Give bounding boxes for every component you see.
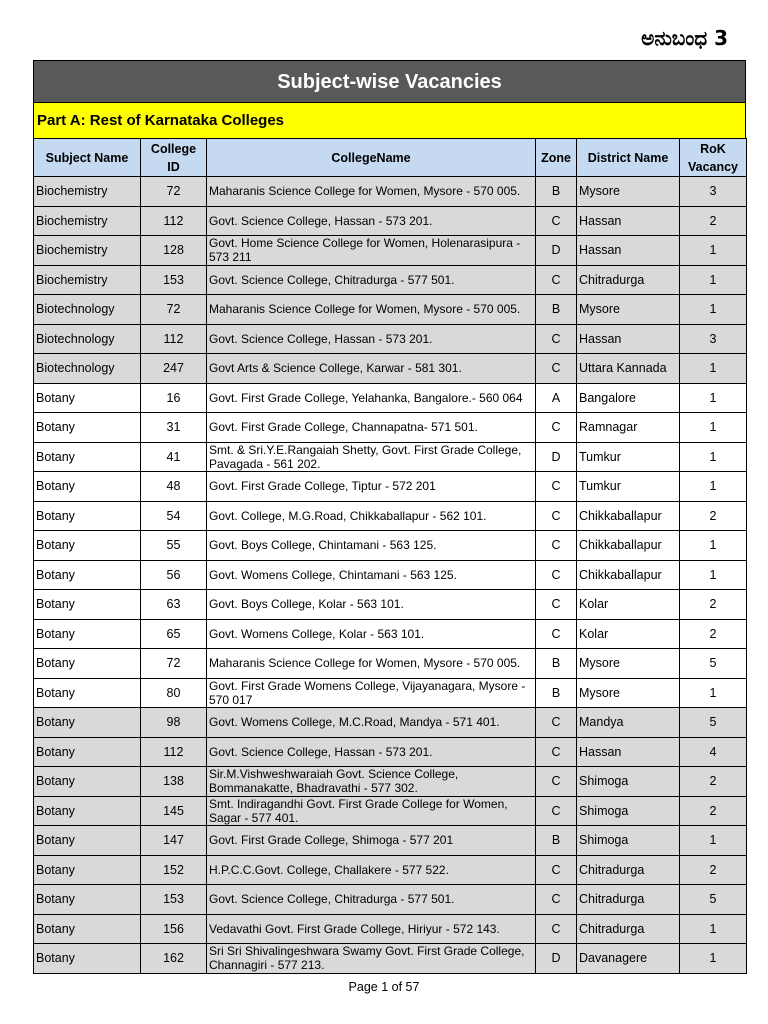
cell-district: Mysore (577, 295, 680, 325)
cell-district: Ramnagar (577, 413, 680, 443)
cell-district: Hassan (577, 737, 680, 767)
cell-subject: Botany (34, 826, 141, 856)
cell-district: Shimoga (577, 767, 680, 797)
cell-college-id: 153 (141, 885, 207, 915)
cell-district: Chikkaballapur (577, 501, 680, 531)
cell-vacancy: 1 (680, 944, 747, 974)
cell-zone: C (536, 885, 577, 915)
cell-subject: Botany (34, 649, 141, 679)
table-row (34, 265, 747, 295)
cell-zone: C (536, 265, 577, 295)
col-header-college-name: CollegeName (207, 139, 536, 177)
cell-college-id: 55 (141, 531, 207, 561)
cell-subject: Botany (34, 619, 141, 649)
cell-college-id: 72 (141, 177, 207, 207)
cell-college-name: Govt. Science College, Chitradurga - 577 501. (207, 885, 536, 915)
page-title: Subject-wise Vacancies (33, 60, 746, 103)
cell-vacancy: 1 (680, 472, 747, 502)
table-row (34, 501, 747, 531)
cell-vacancy: 5 (680, 885, 747, 915)
cell-subject: Botany (34, 885, 141, 915)
cell-district: Mysore (577, 649, 680, 679)
cell-college-name: Govt. Science College, Chitradurga - 577 501. (207, 265, 536, 295)
cell-vacancy: 1 (680, 354, 747, 384)
cell-college-id: 98 (141, 708, 207, 738)
cell-college-id: 112 (141, 206, 207, 236)
col-header-district: District Name (577, 139, 680, 177)
cell-subject: Botany (34, 501, 141, 531)
col-header-vacancy: RoK Vacancy (680, 139, 747, 177)
table-row (34, 531, 747, 561)
cell-college-name: Govt. Womens College, M.C.Road, Mandya - 571 401. (207, 708, 536, 738)
cell-college-name: Govt. Womens College, Kolar - 563 101. (207, 619, 536, 649)
cell-subject: Botany (34, 442, 141, 472)
cell-college-id: 247 (141, 354, 207, 384)
cell-zone: C (536, 560, 577, 590)
cell-district: Hassan (577, 324, 680, 354)
cell-zone: C (536, 708, 577, 738)
cell-district: Uttara Kannada (577, 354, 680, 384)
table-row (34, 177, 747, 207)
cell-zone: B (536, 678, 577, 708)
header-row (34, 139, 747, 177)
page-number: Page 1 of 57 (348, 980, 420, 994)
cell-district: Chitradurga (577, 914, 680, 944)
cell-vacancy: 2 (680, 855, 747, 885)
cell-vacancy: 5 (680, 649, 747, 679)
table-row (34, 354, 747, 384)
table-row (34, 885, 747, 915)
cell-district: Davanagere (577, 944, 680, 974)
table-row (34, 767, 747, 797)
table-body (34, 177, 747, 974)
annex-label: ಅನುಬಂಧ 3 (641, 26, 728, 50)
cell-subject: Botany (34, 944, 141, 974)
cell-subject: Botany (34, 796, 141, 826)
cell-college-name: Maharanis Science College for Women, Mysore - 570 005. (207, 295, 536, 325)
cell-district: Shimoga (577, 826, 680, 856)
cell-vacancy: 1 (680, 383, 747, 413)
cell-zone: C (536, 855, 577, 885)
table-row (34, 236, 747, 266)
cell-district: Chikkaballapur (577, 560, 680, 590)
cell-subject: Biochemistry (34, 206, 141, 236)
table-row (34, 649, 747, 679)
cell-college-id: 112 (141, 324, 207, 354)
cell-district: Tumkur (577, 442, 680, 472)
cell-college-name: Smt. Indiragandhi Govt. First Grade College for Women, Sagar - 577 401. (207, 796, 536, 826)
cell-college-name: Maharanis Science College for Women, Mysore - 570 005. (207, 649, 536, 679)
cell-vacancy: 4 (680, 737, 747, 767)
cell-district: Chitradurga (577, 885, 680, 915)
col-header-zone: Zone (536, 139, 577, 177)
cell-college-id: 153 (141, 265, 207, 295)
cell-college-id: 48 (141, 472, 207, 502)
cell-vacancy: 1 (680, 442, 747, 472)
cell-district: Chitradurga (577, 265, 680, 295)
cell-college-name: Govt. College, M.G.Road, Chikkaballapur - 562 101. (207, 501, 536, 531)
cell-college-id: 72 (141, 295, 207, 325)
cell-college-id: 162 (141, 944, 207, 974)
cell-college-name: Govt. First Grade College, Channapatna- 571 501. (207, 413, 536, 443)
cell-vacancy: 2 (680, 501, 747, 531)
vacancy-table (33, 138, 747, 974)
col-header-subject: Subject Name (34, 139, 141, 177)
cell-college-name: Govt. Science College, Hassan - 573 201. (207, 324, 536, 354)
cell-zone: C (536, 737, 577, 767)
table-row (34, 442, 747, 472)
cell-college-name: Govt. Womens College, Chintamani - 563 125. (207, 560, 536, 590)
cell-college-id: 16 (141, 383, 207, 413)
table-row (34, 472, 747, 502)
cell-college-id: 72 (141, 649, 207, 679)
cell-vacancy: 1 (680, 295, 747, 325)
cell-college-name: Govt. Boys College, Chintamani - 563 125. (207, 531, 536, 561)
cell-vacancy: 2 (680, 796, 747, 826)
col-header-college-id: College ID (141, 139, 207, 177)
cell-district: Shimoga (577, 796, 680, 826)
table-row (34, 796, 747, 826)
cell-subject: Biotechnology (34, 324, 141, 354)
cell-district: Kolar (577, 590, 680, 620)
cell-college-id: 56 (141, 560, 207, 590)
cell-zone: B (536, 295, 577, 325)
cell-subject: Botany (34, 590, 141, 620)
cell-vacancy: 2 (680, 767, 747, 797)
cell-zone: A (536, 383, 577, 413)
cell-college-name: Govt. Home Science College for Women, Holenarasipura - 573 211 (207, 236, 536, 266)
part-title: Part A: Rest of Karnataka Colleges (33, 103, 746, 138)
cell-subject: Botany (34, 708, 141, 738)
cell-subject: Botany (34, 383, 141, 413)
cell-district: Hassan (577, 236, 680, 266)
table-row (34, 619, 747, 649)
cell-college-id: 128 (141, 236, 207, 266)
cell-college-name: Govt. Boys College, Kolar - 563 101. (207, 590, 536, 620)
cell-college-name: Govt. Science College, Hassan - 573 201. (207, 206, 536, 236)
cell-college-name: Govt. First Grade College, Yelahanka, Bangalore.- 560 064 (207, 383, 536, 413)
cell-subject: Botany (34, 413, 141, 443)
cell-college-name: Smt. & Sri.Y.E.Rangaiah Shetty, Govt. First Grade College, Pavagada - 561 202. (207, 442, 536, 472)
cell-zone: C (536, 590, 577, 620)
cell-district: Bangalore (577, 383, 680, 413)
cell-college-id: 138 (141, 767, 207, 797)
cell-vacancy: 1 (680, 531, 747, 561)
cell-college-id: 112 (141, 737, 207, 767)
cell-zone: D (536, 944, 577, 974)
cell-vacancy: 5 (680, 708, 747, 738)
cell-district: Mysore (577, 177, 680, 207)
cell-vacancy: 3 (680, 324, 747, 354)
cell-subject: Botany (34, 531, 141, 561)
cell-college-id: 63 (141, 590, 207, 620)
cell-college-id: 145 (141, 796, 207, 826)
table-row (34, 678, 747, 708)
cell-college-name: Maharanis Science College for Women, Mysore - 570 005. (207, 177, 536, 207)
cell-subject: Biochemistry (34, 265, 141, 295)
table-row (34, 206, 747, 236)
cell-subject: Botany (34, 767, 141, 797)
table-row (34, 737, 747, 767)
cell-vacancy: 2 (680, 619, 747, 649)
cell-college-name: H.P.C.C.Govt. College, Challakere - 577 522. (207, 855, 536, 885)
cell-vacancy: 1 (680, 236, 747, 266)
cell-vacancy: 2 (680, 590, 747, 620)
cell-district: Kolar (577, 619, 680, 649)
cell-vacancy: 1 (680, 265, 747, 295)
cell-vacancy: 1 (680, 914, 747, 944)
cell-subject: Botany (34, 560, 141, 590)
table-row (34, 914, 747, 944)
cell-district: Chikkaballapur (577, 531, 680, 561)
cell-subject: Biotechnology (34, 354, 141, 384)
cell-zone: C (536, 531, 577, 561)
cell-zone: C (536, 324, 577, 354)
cell-college-id: 152 (141, 855, 207, 885)
cell-college-name: Govt. First Grade Womens College, Vijayanagara, Mysore - 570 017 (207, 678, 536, 708)
cell-zone: C (536, 354, 577, 384)
cell-zone: C (536, 914, 577, 944)
cell-zone: D (536, 442, 577, 472)
cell-zone: C (536, 472, 577, 502)
cell-college-id: 65 (141, 619, 207, 649)
cell-subject: Botany (34, 914, 141, 944)
cell-vacancy: 1 (680, 560, 747, 590)
cell-college-id: 147 (141, 826, 207, 856)
cell-college-name: Govt. First Grade College, Shimoga - 577 201 (207, 826, 536, 856)
cell-vacancy: 1 (680, 678, 747, 708)
cell-subject: Botany (34, 472, 141, 502)
cell-subject: Botany (34, 678, 141, 708)
table-row (34, 413, 747, 443)
table-row (34, 944, 747, 974)
table-row (34, 708, 747, 738)
cell-subject: Botany (34, 855, 141, 885)
cell-college-id: 41 (141, 442, 207, 472)
cell-zone: B (536, 649, 577, 679)
table-row (34, 855, 747, 885)
cell-district: Mandya (577, 708, 680, 738)
cell-vacancy: 3 (680, 177, 747, 207)
table-row (34, 560, 747, 590)
cell-vacancy: 1 (680, 826, 747, 856)
cell-college-name: Govt. Science College, Hassan - 573 201. (207, 737, 536, 767)
cell-college-id: 31 (141, 413, 207, 443)
cell-college-id: 80 (141, 678, 207, 708)
cell-zone: C (536, 501, 577, 531)
cell-subject: Biotechnology (34, 295, 141, 325)
cell-zone: B (536, 826, 577, 856)
cell-district: Chitradurga (577, 855, 680, 885)
table-row (34, 383, 747, 413)
cell-vacancy: 2 (680, 206, 747, 236)
cell-college-id: 156 (141, 914, 207, 944)
table-row (34, 324, 747, 354)
cell-zone: C (536, 206, 577, 236)
cell-zone: C (536, 413, 577, 443)
cell-college-id: 54 (141, 501, 207, 531)
cell-college-name: Vedavathi Govt. First Grade College, Hiriyur - 572 143. (207, 914, 536, 944)
cell-vacancy: 1 (680, 413, 747, 443)
cell-district: Hassan (577, 206, 680, 236)
cell-subject: Biochemistry (34, 177, 141, 207)
cell-district: Mysore (577, 678, 680, 708)
cell-zone: D (536, 236, 577, 266)
cell-college-name: Sri Sri Shivalingeshwara Swamy Govt. First Grade College, Channagiri - 577 213. (207, 944, 536, 974)
cell-zone: C (536, 796, 577, 826)
cell-college-name: Govt. First Grade College, Tiptur - 572 201 (207, 472, 536, 502)
cell-college-name: Sir.M.Vishweshwaraiah Govt. Science College, Bommanakatte, Bhadravathi - 577 302. (207, 767, 536, 797)
cell-zone: C (536, 767, 577, 797)
cell-zone: B (536, 177, 577, 207)
cell-zone: C (536, 619, 577, 649)
table-row (34, 590, 747, 620)
cell-subject: Botany (34, 737, 141, 767)
vacancy-sheet (33, 60, 746, 974)
cell-subject: Biochemistry (34, 236, 141, 266)
cell-district: Tumkur (577, 472, 680, 502)
table-row (34, 295, 747, 325)
cell-college-name: Govt Arts & Science College, Karwar - 581 301. (207, 354, 536, 384)
table-row (34, 826, 747, 856)
